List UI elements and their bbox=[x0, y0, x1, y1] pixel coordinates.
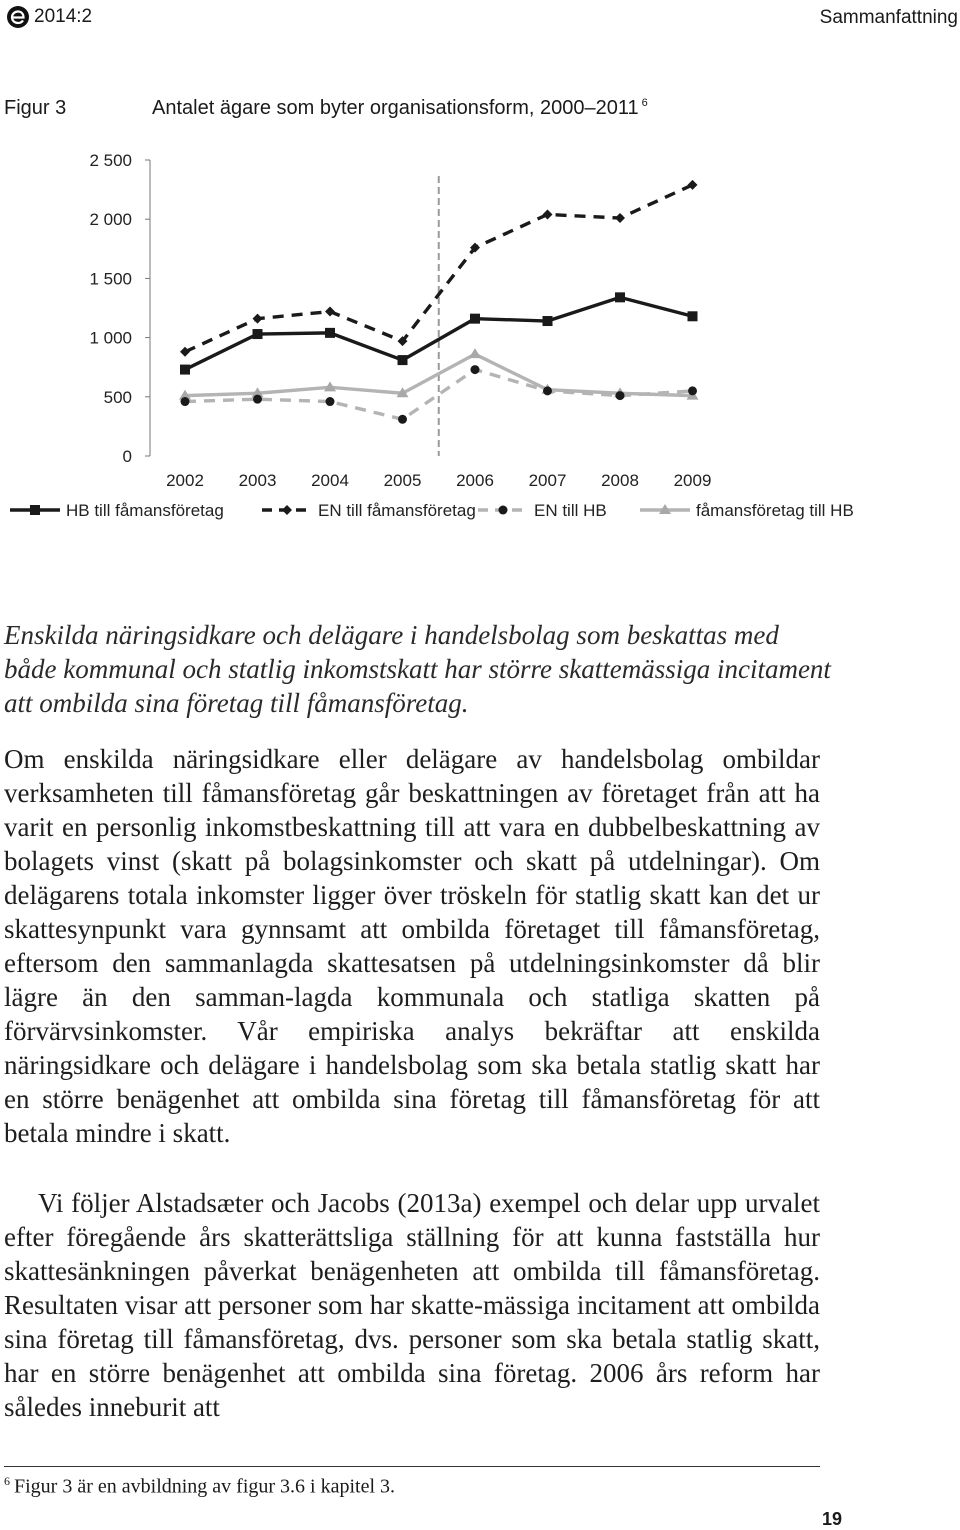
x-tick-label: 2008 bbox=[601, 471, 639, 490]
data-point bbox=[543, 386, 552, 395]
x-tick-label: 2005 bbox=[383, 471, 422, 490]
y-tick-label: 2 000 bbox=[89, 210, 132, 230]
data-point bbox=[616, 391, 625, 400]
data-point bbox=[325, 328, 335, 338]
section-name: Sammanfattning bbox=[819, 7, 958, 28]
footnote-divider bbox=[4, 1466, 820, 1467]
y-tick-label: 1 000 bbox=[89, 328, 132, 348]
data-point bbox=[180, 347, 190, 357]
footnote bbox=[4, 1474, 395, 1499]
legend-item bbox=[478, 501, 607, 520]
x-tick-label: 2003 bbox=[238, 471, 277, 490]
x-tick-label: 2006 bbox=[456, 471, 494, 490]
data-point bbox=[181, 397, 190, 406]
figure-title-text: Antalet ägare som byter organisationsform, 2000–2011 bbox=[152, 97, 639, 119]
data-point bbox=[325, 307, 335, 317]
data-point bbox=[398, 355, 408, 365]
data-point bbox=[543, 316, 553, 326]
data-point bbox=[180, 365, 190, 375]
legend-item bbox=[10, 501, 224, 520]
legend-label: EN till HB bbox=[534, 501, 607, 520]
data-point bbox=[253, 329, 263, 339]
data-point bbox=[615, 213, 625, 223]
chart-axes bbox=[89, 151, 711, 490]
figure-label: Figur 3 bbox=[4, 97, 67, 119]
footnote-number: 6 bbox=[4, 1474, 10, 1488]
issue-number: 2014:2 bbox=[34, 6, 93, 27]
data-point bbox=[688, 311, 698, 321]
y-tick-label: 500 bbox=[103, 387, 132, 407]
x-tick-label: 2007 bbox=[528, 471, 567, 490]
data-point bbox=[253, 314, 263, 324]
data-point bbox=[471, 365, 480, 374]
data-point bbox=[543, 209, 553, 219]
line-chart bbox=[0, 140, 960, 540]
y-tick-label: 2 500 bbox=[89, 151, 132, 170]
data-point bbox=[326, 397, 335, 406]
legend-label: fåmansföretag till HB bbox=[696, 501, 854, 520]
data-point bbox=[253, 395, 262, 404]
lead-paragraph: Enskilda näringsidkare och delägare i handelsbolag som beskattas med både kommunal och statlig inkomstskatt har större skattemässiga incitament att ombilda sina företag till fåmansföretag. bbox=[4, 620, 831, 718]
legend-label: HB till fåmansföretag bbox=[66, 501, 224, 520]
x-tick-label: 2004 bbox=[311, 471, 349, 490]
page-header bbox=[0, 0, 960, 40]
circle-marker bbox=[499, 506, 508, 515]
footnote-text: Figur 3 är en avbildning av figur 3.6 i kapitel 3. bbox=[14, 1475, 396, 1498]
y-tick-label: 0 bbox=[122, 447, 132, 466]
body-paragraph: Vi följer Alstadsæter och Jacobs (2013a) exempel och delar upp urvalet efter föregående års skatterättsliga ställning för att kunna fastställa hur skattesänkningen påverkat benägenheten att ombilda till fåmansföretag. Resultaten visar att personer som har skatte-mässiga incitament att ombilda sina företag till fåmansföretag, dvs. personer som ska betala statlig skatt, har en större benägenhet att ombilda sina företag. 2006 års reform har således inneburit att bbox=[4, 1188, 820, 1422]
ekonomisk-debatt-logo-icon bbox=[6, 5, 30, 29]
data-point bbox=[469, 348, 481, 358]
page-number: 19 bbox=[821, 1509, 842, 1529]
figure-title bbox=[152, 97, 648, 120]
data-point bbox=[688, 180, 698, 190]
data-point bbox=[470, 314, 480, 324]
figure-footnote-ref: 6 bbox=[641, 97, 648, 110]
square-marker bbox=[30, 505, 40, 515]
x-tick-label: 2002 bbox=[166, 471, 204, 490]
data-point bbox=[688, 386, 697, 395]
y-tick-label: 1 500 bbox=[89, 269, 132, 289]
x-tick-label: 2009 bbox=[673, 471, 712, 490]
data-point bbox=[398, 415, 407, 424]
chart-legend bbox=[10, 501, 854, 520]
legend-item bbox=[262, 501, 476, 520]
legend-label: EN till fåmansföretag bbox=[318, 501, 476, 520]
body-paragraph: Om enskilda näringsidkare eller delägare av handelsbolag ombildar verksamheten till fåmansföretag går beskattningen av företaget från att ha varit en personlig inkomstbeskattning till att vara en dubbelbeskattning av bolagets vinst (skatt på bolagsinkomster och skatt på utdelningar). Om delägarens totala inkomster ligger över tröskeln för statlig skatt kan det ur skattesynpunkt vara gynnsamt att ombilda företaget till fåmansföretag, eftersom den sammanlagda skattesatsen på utdelningsinkomster då blir lägre än den samman-lagda kommunala och statliga skatten på förvärvsinkomster. Vår empiriska analys bekräftar att enskilda näringsidkare och delägare i handelsbolag som ska betala statlig skatt har en större benägenhet att ombilda sina företag till fåmansföretag för att betala mindre i skatt. bbox=[4, 744, 820, 1148]
diamond-marker bbox=[282, 505, 292, 515]
data-point bbox=[615, 292, 625, 302]
legend-item bbox=[640, 501, 854, 520]
